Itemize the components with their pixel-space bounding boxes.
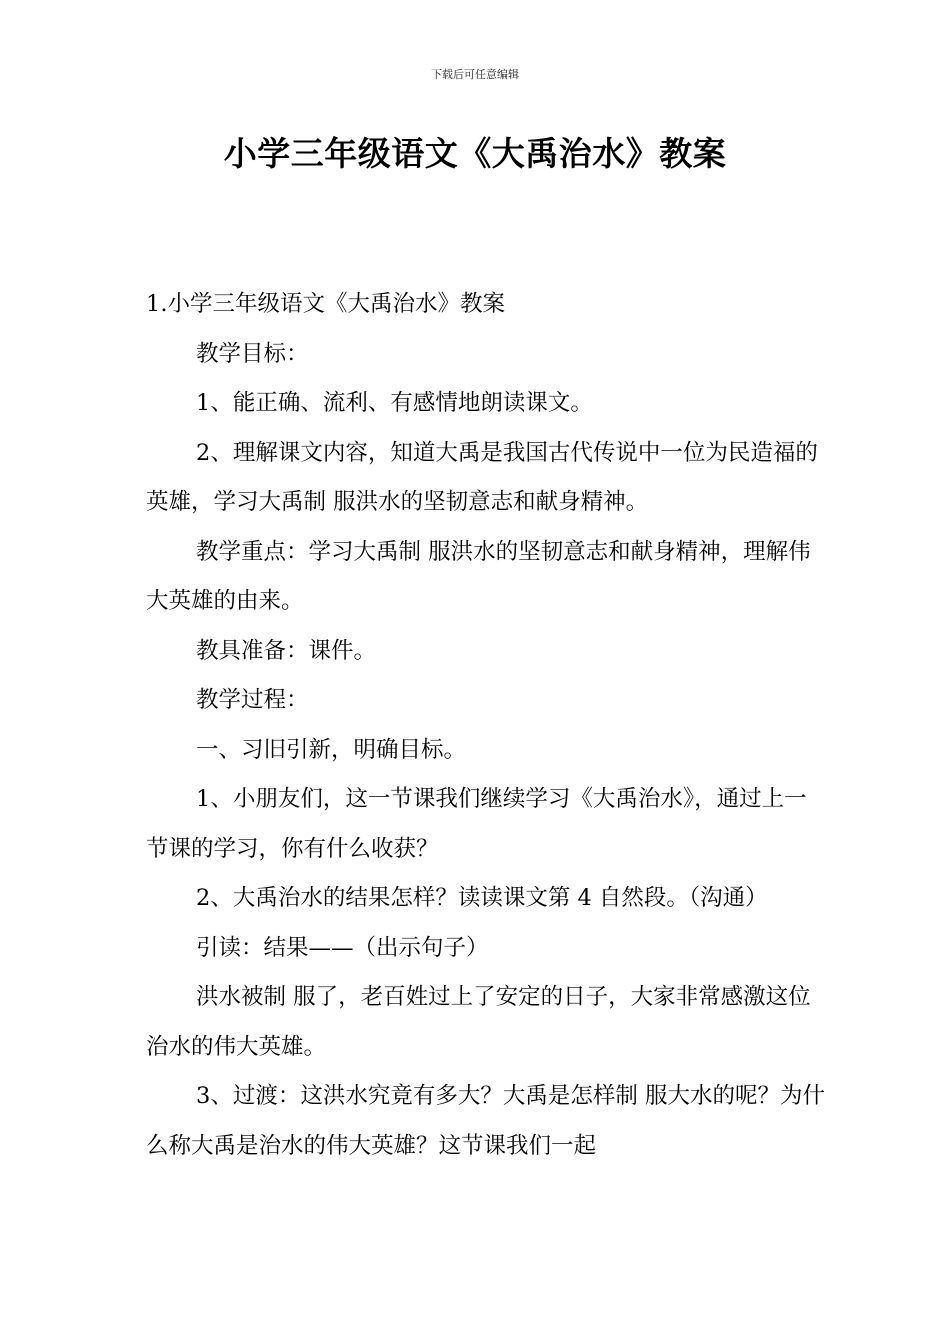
paragraph: 1、小朋友们，这一节课我们继续学习《大禹治水》，通过上一节课的学习，你有什么收获？ (146, 786, 807, 862)
paragraph: 2、理解课文内容，知道大禹是我国古代传说中一位为民造福的英雄，学习大禹制 服洪水的坚韧意志和献身精神。 (146, 439, 818, 515)
document-body (146, 280, 826, 1171)
paragraph: 教具准备：课件。 (196, 637, 377, 664)
header-note: 下载后可任意编辑 (431, 68, 519, 81)
paragraph: 一、习旧引新，明确目标。 (196, 736, 467, 763)
paragraph: 教学重点：学习大禹制 服洪水的坚韧意志和献身精神，理解伟大英雄的由来。 (146, 538, 811, 614)
section-heading: 1.小学三年级语文《大禹治水》教案 (146, 291, 505, 317)
paragraph: 洪水被制 服了，老百姓过上了安定的日子，大家非常感激这位治水的伟大英雄。 (146, 984, 811, 1060)
paragraph: 2、大禹治水的结果怎样？读读课文第 4 自然段。（沟通） (196, 885, 768, 911)
paragraph: 引读：结果——（出示句子） (196, 934, 489, 961)
paragraph: 3、过渡：这洪水究竟有多大？大禹是怎样制 服大水的呢？为什么称大禹是治水的伟大英雄？这节课我们一起 (146, 1083, 825, 1159)
paragraph: 教学目标： (196, 340, 309, 367)
paragraph: 1、能正确、流利、有感情地朗读课文。 (196, 390, 593, 416)
paragraph: 教学过程： (196, 687, 309, 713)
document-title: 小学三年级语文《大禹治水》教案 (223, 134, 727, 173)
